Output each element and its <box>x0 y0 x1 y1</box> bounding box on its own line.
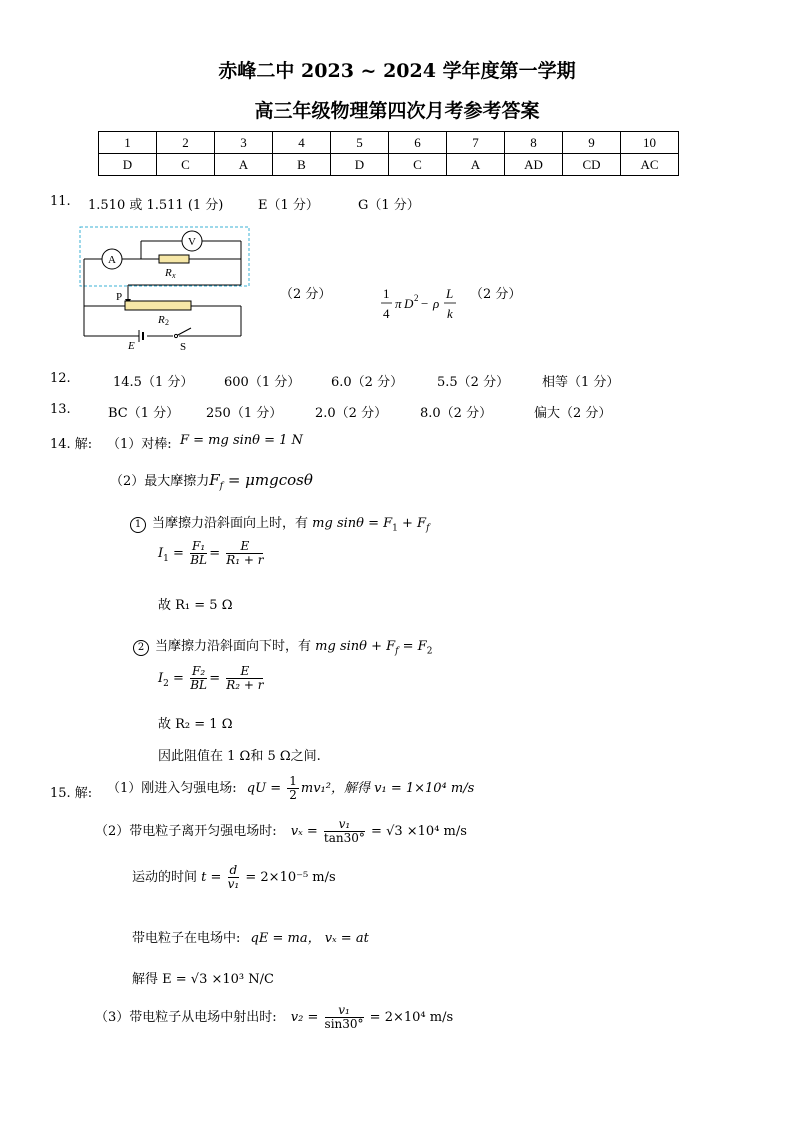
fraction <box>324 818 365 845</box>
q15-time-lhs: t = <box>201 870 222 886</box>
q15-time-prefix: 运动的时间 <box>132 870 198 886</box>
formula-sub: f <box>426 523 430 534</box>
q15-field-formula: qE = ma， vₓ = at <box>250 931 369 946</box>
q14-case1-current-equation: $I_1$ = $\frac{\text{F₁}}{BL}$ = $\frac{E}{\text{R₁ + r}}$ <box>158 539 264 568</box>
r2-sub: 2 <box>165 318 169 327</box>
table-cell: A <box>215 154 273 176</box>
q15-part3 <box>95 1004 453 1031</box>
q14-label: 14. 解: <box>50 437 93 452</box>
svg-text:L: L <box>446 286 454 301</box>
q14-case1 <box>130 512 429 534</box>
resistor-rx <box>159 255 189 263</box>
q12-answer-4: 5.5（2 分） <box>437 375 510 390</box>
q15-part2 <box>95 818 467 845</box>
q14-case1-text: 当摩擦力沿斜面向上时，有 <box>152 516 309 531</box>
q14-case2-current-equation: $I_2$ = $\frac{\text{F₂}}{BL}$ = $\frac{E}{\text{R₂ + r}}$ <box>158 664 264 693</box>
page-title-line1: 赤峰二中 2023 ~ 2024 学年度第一学期 <box>218 60 576 82</box>
table-cell: D <box>331 154 389 176</box>
q13-label: 13. <box>50 402 71 417</box>
table-cell: 1 <box>99 132 157 154</box>
q11-formula-score: （2 分） <box>470 287 522 302</box>
table-cell: 8 <box>505 132 563 154</box>
q13-answer-4: 8.0（2 分） <box>420 406 493 421</box>
q13-answer-2: 250（1 分） <box>206 406 283 421</box>
svg-text:π: π <box>395 296 402 311</box>
circuit-diagram <box>76 224 256 354</box>
q14-part2-formula: F <box>209 471 220 489</box>
table-cell: 4 <box>273 132 331 154</box>
formula-tail: + F <box>397 516 427 531</box>
table-cell: 2 <box>157 132 215 154</box>
fraction-denominator: v₁ <box>227 877 240 892</box>
q15-part1-rhs: mv₁²，解得 <box>300 781 370 797</box>
circled-number: 1 <box>130 517 146 533</box>
fraction <box>325 1004 364 1031</box>
svg-text:1: 1 <box>383 286 390 301</box>
q15-part3-result: = 2×10⁴ m/s <box>369 1010 454 1026</box>
svg-text:−: − <box>421 296 429 311</box>
q15-label: 15. 解: <box>50 786 93 801</box>
q15-part2-field <box>132 927 369 946</box>
q14-part1-formula: F = mg sinθ = 1 N <box>180 433 303 448</box>
fraction-denominator: BL <box>190 678 208 693</box>
table-cell: AC <box>621 154 679 176</box>
fraction <box>228 864 240 891</box>
q14-part1-prefix: （1）对棒: <box>107 437 172 452</box>
q14-case1-result: 故 R₁ = 5 Ω <box>158 598 233 613</box>
rx-sub: x <box>172 271 176 280</box>
fraction-denominator: 2 <box>289 788 297 803</box>
switch-s-label: S <box>180 341 187 353</box>
table-cell: 9 <box>563 132 621 154</box>
circled-number: 2 <box>133 640 149 656</box>
voltmeter-label: V <box>188 236 196 248</box>
fraction-numerator: v₁ <box>325 1004 364 1018</box>
q15-part1-lhs: qU = <box>246 781 282 797</box>
q12-label: 12. <box>50 371 71 386</box>
q14-part2 <box>110 470 313 492</box>
current-symbol: I <box>158 546 164 562</box>
q15-field-prefix: 带电粒子在电场中: <box>132 931 241 946</box>
fraction <box>226 540 263 567</box>
q14-conclusion: 因此阻值在 1 Ω和 5 Ω之间. <box>158 749 321 764</box>
fraction <box>190 540 207 567</box>
table-cell: CD <box>563 154 621 176</box>
fraction-numerator: E <box>226 540 263 554</box>
q14-part2-rest: = μmgcosθ <box>223 471 313 489</box>
q15-part2-e-result: 解得 E = √3 ×10³ N/C <box>132 972 274 987</box>
q15-part3-prefix: （3）带电粒子从电场中射出时: <box>95 1010 277 1026</box>
svg-text:2: 2 <box>414 293 419 303</box>
table-cell: D <box>99 154 157 176</box>
q15-time-result: = 2×10⁻⁵ m/s <box>245 870 336 886</box>
q13-answer-5: 偏大（2 分） <box>534 406 612 421</box>
current-sub: 1 <box>163 553 169 564</box>
q14-part2-prefix: （2）最大摩擦力 <box>110 474 210 489</box>
fraction-denominator: sin30° <box>324 1017 364 1032</box>
fraction-denominator: R₁ + r <box>226 553 264 568</box>
q14-case2-formula: mg sinθ + F <box>315 639 396 654</box>
fraction-denominator: BL <box>190 553 208 568</box>
battery-e-label: E <box>128 340 135 352</box>
table-cell: 7 <box>447 132 505 154</box>
current-sub: 2 <box>163 678 169 689</box>
table-cell: AD <box>505 154 563 176</box>
table-cell: A <box>447 154 505 176</box>
fraction <box>287 775 299 802</box>
svg-text:ρ: ρ <box>433 296 440 311</box>
q13-answer-3: 2.0（2 分） <box>315 406 388 421</box>
fraction-numerator: 1 <box>289 774 297 788</box>
rx-label: R <box>165 267 172 279</box>
formula-tail: = F <box>398 639 427 654</box>
q12-answer-2: 600（1 分） <box>224 375 301 390</box>
q14-case2-result: 故 R₂ = 1 Ω <box>158 717 233 732</box>
q11-answer-3: G（1 分） <box>358 198 420 213</box>
fraction <box>190 665 207 692</box>
slider-p-label: P <box>116 291 123 303</box>
q15-part1-result: v₁ = 1×10⁴ m/s <box>374 781 475 797</box>
q11-answer-2: E（1 分） <box>258 198 319 213</box>
formula-sub: 2 <box>426 646 433 657</box>
rheostat-r2 <box>125 301 191 310</box>
q12-answer-5: 相等（1 分） <box>542 375 620 390</box>
table-cell: 3 <box>215 132 273 154</box>
r2-label: R <box>158 314 165 326</box>
q14-part2-sub: f <box>219 481 224 492</box>
q11-answer-1: 1.510 或 1.511 (1 分) <box>88 198 224 213</box>
svg-text:k: k <box>447 306 453 321</box>
fraction-numerator: F₂ <box>192 664 206 678</box>
q15-part2-result: = √3 ×10⁴ m/s <box>371 824 467 840</box>
q15-part2-lhs: vₓ = <box>290 824 318 840</box>
page-title-line2: 高三年级物理第四次月考参考答案 <box>254 100 540 122</box>
table-cell: C <box>157 154 215 176</box>
formula-sub: 1 <box>392 523 398 534</box>
q15-part2-time <box>132 864 336 891</box>
q15-part1-prefix: （1）刚进入匀强电场: <box>107 781 237 797</box>
answer-table-answer-row <box>99 154 679 176</box>
q12-answer-3: 6.0（2 分） <box>331 375 404 390</box>
q14-case1-formula: mg sinθ = F <box>312 516 393 531</box>
q11-circuit-score: （2 分） <box>280 287 332 302</box>
fraction-denominator: R₂ + r <box>226 678 264 693</box>
ammeter-label: A <box>108 254 116 266</box>
answer-table-number-row <box>99 132 679 154</box>
table-cell: 6 <box>389 132 447 154</box>
table-cell: 5 <box>331 132 389 154</box>
q14-case2 <box>133 635 432 657</box>
fraction-numerator: F₁ <box>192 539 206 553</box>
resistivity-formula <box>380 284 470 326</box>
fraction-numerator: E <box>226 665 263 679</box>
fraction-numerator: v₁ <box>324 818 365 832</box>
fraction-numerator: d <box>229 863 238 877</box>
answer-table <box>98 131 679 176</box>
q11-label: 11. <box>50 194 71 209</box>
q15-part3-lhs: v₂ = <box>290 1010 319 1026</box>
q13-answer-1: BC（1 分） <box>108 406 180 421</box>
q15-part2-prefix: （2）带电粒子离开匀强电场时: <box>95 824 277 840</box>
svg-text:4: 4 <box>383 306 390 321</box>
q12-answer-1: 14.5（1 分） <box>113 375 194 390</box>
table-cell: B <box>273 154 331 176</box>
formula-sub: f <box>395 646 399 657</box>
table-cell: 10 <box>621 132 679 154</box>
svg-text:D: D <box>404 296 414 311</box>
q14-case2-text: 当摩擦力沿斜面向下时，有 <box>155 639 312 654</box>
current-symbol: I <box>158 671 164 687</box>
fraction-denominator: tan30° <box>323 831 365 846</box>
table-cell: C <box>389 154 447 176</box>
fraction <box>226 665 263 692</box>
q15-part1 <box>107 775 474 802</box>
